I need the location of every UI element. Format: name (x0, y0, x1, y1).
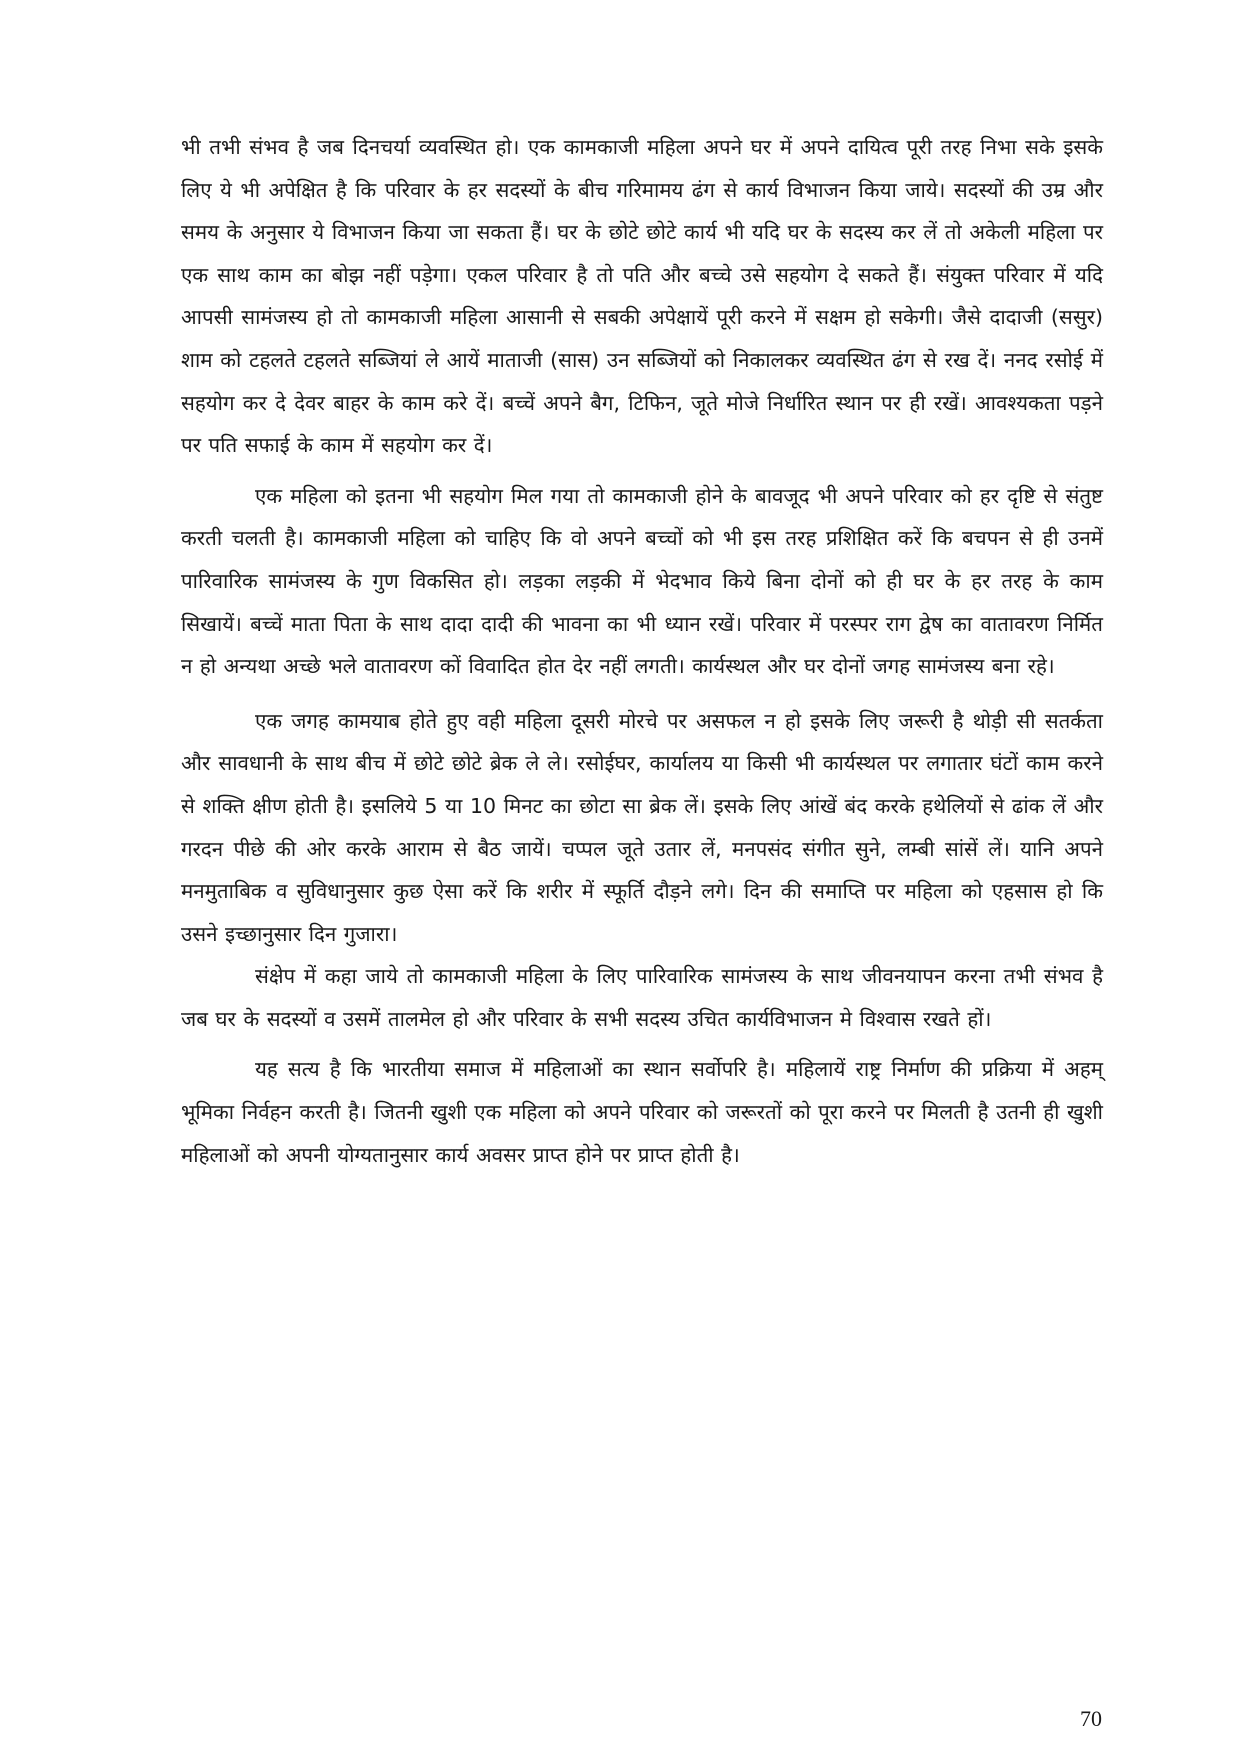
paragraph-conclusion: यह सत्य है कि भारतीया समाज में महिलाओं का स्थान सर्वोपरि है। महिलायें राष्ट्र निर्माण की प्रक्रिया में अहम् भूमिका निर्वहन करती है। जितनी खुशी एक महिला को अपने परिवार को जरूरतों को पूरा करने पर मिलती है उतनी ही खुशी महिलाओं को अपनी योग्यतानुसार कार्य अवसर प्राप्त होने पर प्राप्त होती है। (181, 1057, 1103, 1167)
paragraph-family-support: एक महिला को इतना भी सहयोग मिल गया तो कामकाजी होने के बावजूद भी अपने परिवार को हर दृष्टि से संतुष्ट करती चलती है। कामकाजी महिला को चाहिए कि वो अपने बच्चों को भी इस तरह प्रशिक्षित करें कि बचपन से ही उनमें पारिवारिक सामंजस्य के गुण विकसित हो। लड़का लड़की में भेदभाव किये बिना दोनों को ही घर के हर तरह के काम सिखायें। बच्चें माता पिता के साथ दादा दादी की भावना का भी ध्यान रखें। परिवार में परस्पर राग द्वेष का वातावरण निर्मित न हो अन्यथा अच्छे भले वातावरण कों विवादित होत देर नहीं लगती। कार्यस्थल और घर दोनों जगह सामंजस्य बना रहे। (181, 483, 1103, 679)
document-body (181, 126, 1103, 1176)
paragraph-short-breaks: एक जगह कामयाब होते हुए वही महिला दूसरी मोरचे पर असफल न हो इसके लिए जरूरी है थोड़ी सी सतर्कता और सावधानी के साथ बीच में छोटे छोटे ब्रेक ले ले। रसोईघर, कार्यालय या किसी भी कार्यस्थल पर लगातार घंटों काम करने से शक्ति क्षीण होती है। इसलिये 5 या 10 मिनट का छोटा सा ब्रेक लें। इसके लिए आंखें बंद करके हथेलियों से ढांक लें और गरदन पीछे की ओर करके आराम से बैठ जायें। चप्पल जूते उतार लें, मनपसंद संगीत सुने, लम्बी सांसें लें। यानि अपने मनमुताबिक व सुविधानुसार कुछ ऐसा करें कि शरीर में स्फूर्ति दौड़ने लगे। दिन की समाप्ति पर महिला को एहसास हो कि उसने इच्छानुसार दिन गुजारा। (181, 708, 1103, 946)
paragraph-continuation: भी तभी संभव है जब दिनचर्या व्यवस्थित हो। एक कामकाजी महिला अपने घर में अपने दायित्व पूरी तरह निभा सके इसके लिए ये भी अपेक्षित है कि परिवार के हर सदस्यों के बीच गरिमामय ढंग से कार्य विभाजन किया जाये। सदस्यों की उम्र और समय के अनुसार ये विभाजन किया जा सकता हैं। घर के छोटे छोटे कार्य भी यदि घर के सदस्य कर लें तो अकेली महिला पर एक साथ काम का बोझ नहीं पड़ेगा। एकल परिवार है तो पति और बच्चे उसे सहयोग दे सकते हैं। संयुक्त परिवार में यदि आपसी सामंजस्य हो तो कामकाजी महिला आसानी से सबकी अपेक्षायें पूरी करने में सक्षम हो सकेगी। जैसे दादाजी (ससुर) शाम को टहलते टहलते सब्जियां ले आयें माताजी (सास) उन सब्जियों को निकालकर व्यवस्थित ढंग से रख दें। ननद रसोई में सहयोग कर दे देवर बाहर के काम करे दें। बच्चें अपने बैग, टिफिन, जूते मोजे निर्धारित स्थान पर ही रखें। आवश्यकता पड़ने पर पति सफाई के काम में सहयोग कर दें। (181, 135, 1103, 458)
page-number: 70 (1080, 1706, 1102, 1731)
paragraph-summary: संक्षेप में कहा जाये तो कामकाजी महिला के लिए पारिवारिक सामंजस्य के साथ जीवनयापन करना तभी संभव है जब घर के सदस्यों व उसमें तालमेल हो और परिवार के सभी सदस्य उचित कार्यविभाजन मे विश्वास रखते हों। (181, 964, 1103, 1031)
